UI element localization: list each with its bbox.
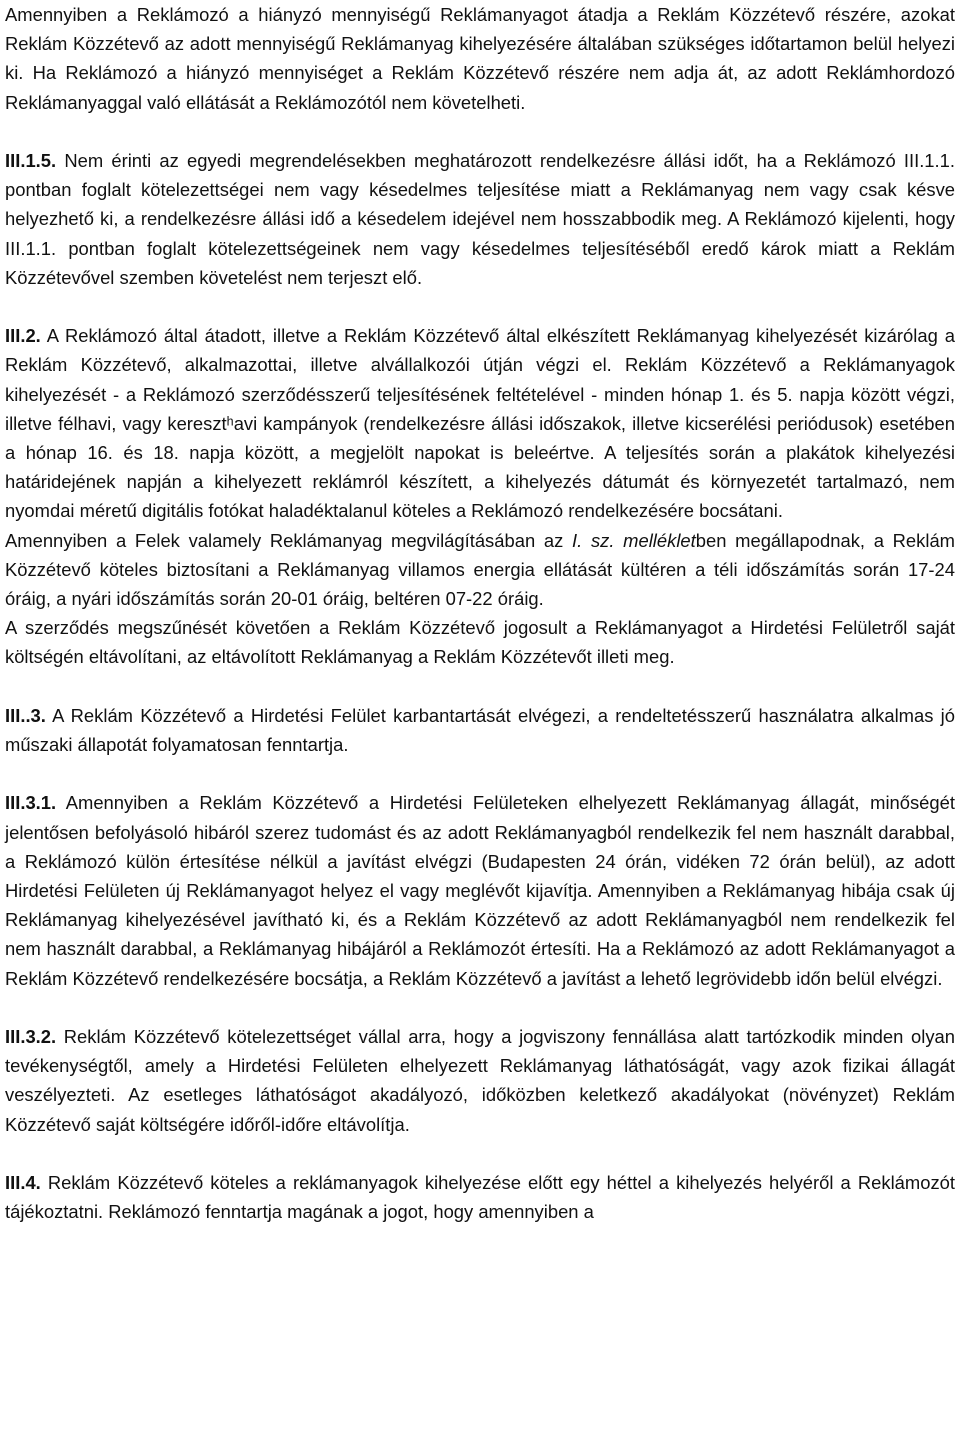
annex-reference: I. sz. melléklet bbox=[572, 529, 696, 551]
section-number: III..3. bbox=[5, 704, 46, 726]
paragraph-text-before: Amennyiben a Felek valamely Reklámanyag megvilágításában az bbox=[5, 529, 573, 551]
section-number: III.3.2. bbox=[5, 1026, 57, 1048]
section-text: Nem érinti az egyedi megrendelésekben meghatározott rendelkezésre állási időt, ha a Reklámozó III.1.1. pontban foglalt kötelezettségei nem vagy késedelmes teljesítése miatt a Reklámanyag nem vagy csak késve helyezhető ki, a rendelkezésre állási idő a késedelem idejével nem hosszabbodik meg. A Reklámozó kijelenti, hogy III.1.1. pontban foglalt kötelezettségeinek nem vagy késedelmes teljesítéséből eredő károk miatt a Reklám Közzétevővel szemben követelést nem terjeszt elő. bbox=[5, 150, 955, 288]
paragraph-lighting bbox=[5, 526, 955, 614]
section-III-3 bbox=[5, 701, 955, 759]
paragraph-text: Amennyiben a Reklámozó a hiányzó mennyiségű Reklámanyagot átadja a Reklám Közzétevő részére, azokat Reklám Közzétevő az adott mennyiségű Reklámanyag kihelyezésére általában szükséges időtartamon belül helyezi ki. Ha Reklámozó a hiányzó mennyiséget a Reklám Közzétevő részére nem adja át, az adott Reklámhordozó Reklámanyaggal való ellátását a Reklámozótól nem követelheti. bbox=[5, 4, 955, 113]
section-text: A Reklámozó által átadott, illetve a Reklám Közzétevő által elkészített Reklámanyag kihelyezését kizárólag a Reklám Közzétevő, alkalmazottai, illetve alvállalkozói útján végzi el. Reklám Közzétevő a Reklámanyagok kihelyezését - a Reklámozó szerződésszerű teljesítésének feltételével - minden hónap 1. és 5. napja között végzi, illetve félhavi, vagy keresztʰavi kampányok (rendelkezésre állási időszakok, illetve kicserélési periódusok) esetében a hónap 16. és 18. napja között, a megjelölt napokat is beleértve. A teljesítés során a plakátok kihelyezési határidejének napján a kihelyezett reklámról készített, a kihelyezés dátumát és környezetét tartalmazó, nem nyomdai méretű digitális fotókat haladéktalanul köteles a Reklámozó rendelkezésére bocsátani. bbox=[5, 325, 955, 522]
paragraph-text: A szerződés megszűnését követően a Reklám Közzétevő jogosult a Reklámanyagot a Hirdetési Felületről saját költségén eltávolítani, az eltávolított Reklámanyag a Reklám Közzétevőt illeti meg. bbox=[5, 617, 955, 668]
section-number: III.3.1. bbox=[5, 792, 57, 814]
paragraph-text-after: ben megállapodnak, a Reklám Közzétevő köteles biztosítani a Reklámanyag villamos energia ellátását kültéren a téli időszámítás során 17-24 óráig, a nyári időszámítás során 20-01 óráig, beltéren 07-22 óráig. bbox=[5, 529, 955, 610]
section-III-3-2 bbox=[5, 1022, 955, 1139]
paragraph-0 bbox=[5, 0, 955, 117]
document-page bbox=[5, 0, 955, 1226]
section-text: Reklám Közzétevő kötelezettséget vállal arra, hogy a jogviszony fennállása alatt tartózkodik minden olyan tevékenységtől, amely a Hirdetési Felületen elhelyezett Reklámanyag láthatóságát, vagy azok fizikai állagát veszélyezteti. Az esetleges láthatóságot akadályozó, időközben keletkező akadályokat (növényzet) Reklám Közzétevő saját költségére időről-időre eltávolítja. bbox=[5, 1026, 955, 1135]
section-III-2 bbox=[5, 321, 955, 525]
section-III-1-5 bbox=[5, 146, 955, 292]
paragraph-termination bbox=[5, 613, 955, 671]
section-text: Amennyiben a Reklám Közzétevő a Hirdetési Felületeken elhelyezett Reklámanyag állagát, minőségét jelentősen befolyásoló hibáról szerez tudomást és az adott Reklámanyagból rendelkezik fel nem használt darabbal, a Reklámozó külön értesítése nélkül a javítást elvégzi (Budapesten 24 órán, vidéken 72 órán belül), az adott Hirdetési Felületen új Reklámanyagot helyez el vagy meglévőt kijavítja. Amennyiben a Reklámanyag hibája csak új Reklámanyag kihelyezésével javítható ki, és a Reklám Közzétevő az adott Reklámanyagból nem rendelkezik fel nem használt darabbal, a Reklámanyag hibájáról a Reklámozót értesíti. Ha a Reklámozó az adott Reklámanyagot a Reklám Közzétevő rendelkezésére bocsátja, a Reklám Közzétevő a javítást a lehető legrövidebb időn belül elvégzi. bbox=[5, 792, 955, 989]
section-number: III.1.5. bbox=[5, 150, 57, 171]
section-III-4 bbox=[5, 1168, 955, 1226]
section-text: A Reklám Közzétevő a Hirdetési Felület karbantartását elvégezi, a rendeltetésszerű használatra alkalmas jó műszaki állapotát folyamatosan fenntartja. bbox=[5, 704, 955, 756]
section-number: III.2. bbox=[5, 325, 41, 347]
section-number: III.4. bbox=[5, 1172, 41, 1194]
section-text: Reklám Közzétevő köteles a reklámanyagok kihelyezése előtt egy héttel a kihelyezés helyéről a Reklámozót tájékoztatni. Reklámozó fenntartja magának a jogot, hogy amennyiben a bbox=[5, 1172, 955, 1223]
section-III-3-1 bbox=[5, 788, 955, 992]
